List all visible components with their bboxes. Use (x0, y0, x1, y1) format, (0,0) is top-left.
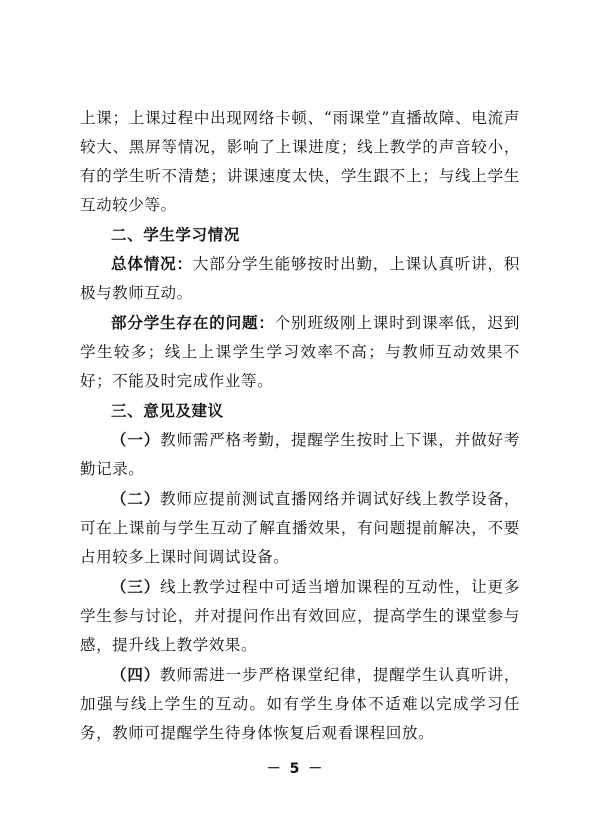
suggestion-item-1-text: 教师需严格考勤，提醒学生按时上下课，并做好考勤记录。 (80, 431, 521, 478)
suggestion-item-3-text: 线上教学过程中可适当增加课程的互动性，让更多学生参与讨论，并对提问作出有效回应，提高学生的课堂参与感，提升线上教学效果。 (80, 578, 521, 654)
suggestion-item-1 (80, 425, 520, 484)
suggestion-item-3 (80, 572, 520, 660)
student-problems-paragraph (80, 308, 520, 396)
overall-situation-paragraph (80, 249, 520, 308)
suggestion-item-1-label: （一） (111, 430, 161, 449)
student-problems-label: 部分学生存在的问题： (111, 313, 275, 332)
suggestion-item-4-label: （四） (111, 665, 161, 684)
document-body (80, 104, 520, 748)
suggestion-item-2 (80, 484, 520, 572)
suggestion-item-3-label: （三） (111, 577, 161, 596)
suggestion-item-2-label: （二） (111, 489, 161, 508)
section-heading-suggestions: 三、意见及建议 (111, 401, 224, 420)
page-number: － 5 － (266, 761, 325, 777)
overall-situation-text: 大部分学生能够按时出勤，上课认真听讲，积极与教师互动。 (80, 255, 520, 302)
section-heading-student-learning: 二、学生学习情况 (111, 225, 240, 244)
suggestion-item-2-text: 教师应提前测试直播网络并调试好线上教学设备，可在上课前与学生互动了解直播效果，有问题提前解决，不要占用较多上课时间调试设备。 (80, 490, 521, 566)
continuation-paragraph: 上课；上课过程中出现网络卡顿、“雨课堂”直播故障、电流声较大、黑屏等情况，影响了上课进度；线上教学的声音较小，有的学生听不清楚；讲课速度太快，学生跟不上；与线上学生互动较少等。 (80, 109, 520, 214)
suggestion-item-4 (80, 660, 520, 748)
suggestion-item-4-text: 教师需进一步严格课堂纪律，提醒学生认真听讲，加强与线上学生的互动。如有学生身体不适难以完成学习任务，教师可提醒学生待身体恢复后观看课程回放。 (80, 666, 521, 742)
student-problems-text: 个别班级刚上课时到课率低，迟到学生较多；线上上课学生学习效率不高；与教师互动效果不好；不能及时完成作业等。 (80, 314, 520, 390)
overall-situation-label: 总体情况： (111, 254, 193, 273)
